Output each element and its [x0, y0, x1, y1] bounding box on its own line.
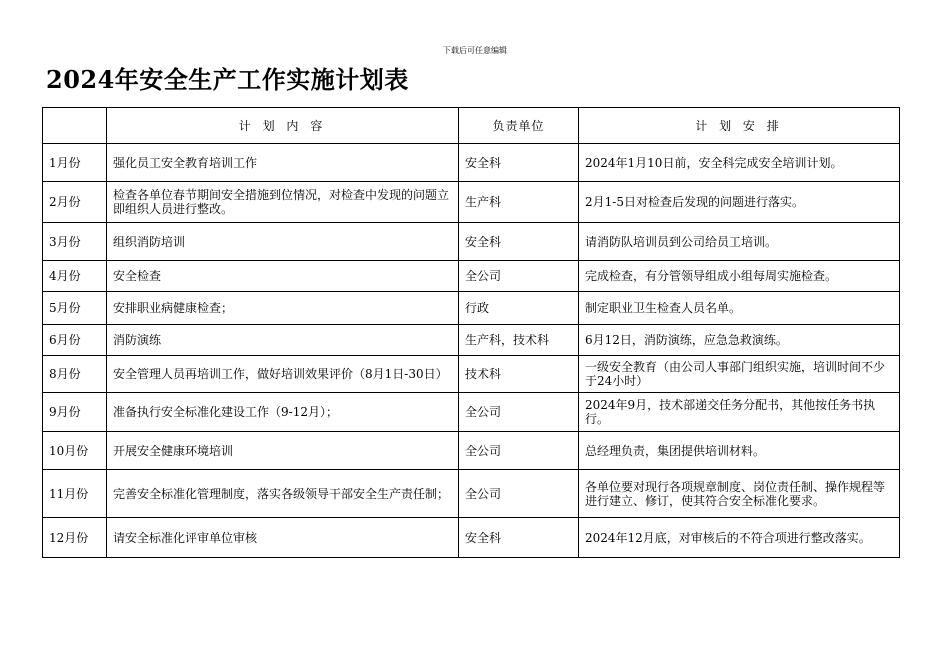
cell-content: 强化员工安全教育培训工作: [107, 144, 459, 182]
cell-unit: 全公司: [459, 261, 579, 292]
cell-content: 请安全标准化评审单位审核: [107, 518, 459, 558]
cell-arrangement: 2月1-5日对检查后发现的问题进行落实。: [579, 182, 900, 223]
cell-unit: 技术科: [459, 356, 579, 393]
table-row: [43, 518, 900, 558]
table-row: [43, 182, 900, 223]
cell-month: 6月份: [43, 325, 107, 356]
cell-unit: 行政: [459, 292, 579, 325]
cell-content: 安排职业病健康检查；: [107, 292, 459, 325]
cell-unit: 全公司: [459, 470, 579, 518]
cell-content: 完善安全标准化管理制度，落实各级领导干部安全生产责任制；: [107, 470, 459, 518]
cell-unit: 安全科: [459, 518, 579, 558]
cell-arrangement: 制定职业卫生检查人员名单。: [579, 292, 900, 325]
cell-content: 安全管理人员再培训工作，做好培训效果评价（8月1日-30日）: [107, 356, 459, 393]
table-row: [43, 261, 900, 292]
cell-content: 准备执行安全标准化建设工作（9-12月）；: [107, 393, 459, 432]
cell-content: 组织消防培训: [107, 223, 459, 261]
cell-unit: 生产科: [459, 182, 579, 223]
cell-content: 安全检查: [107, 261, 459, 292]
table-row: [43, 223, 900, 261]
table-row: [43, 470, 900, 518]
header-month: [43, 108, 107, 144]
cell-arrangement: 2024年9月，技术部递交任务分配书，其他按任务书执行。: [579, 393, 900, 432]
cell-month: 2月份: [43, 182, 107, 223]
table-row: [43, 144, 900, 182]
cell-arrangement: 各单位要对现行各项规章制度、岗位责任制、操作规程等进行建立、修订，使其符合安全标准化要求。: [579, 470, 900, 518]
top-note: 下载后可任意编辑: [443, 46, 507, 55]
table-row: [43, 432, 900, 470]
cell-unit: 安全科: [459, 223, 579, 261]
cell-arrangement: 2024年12月底，对审核后的不符合项进行整改落实。: [579, 518, 900, 558]
header-content: 计 划 内 容: [107, 108, 459, 144]
cell-unit: 安全科: [459, 144, 579, 182]
table-row: [43, 292, 900, 325]
cell-arrangement: 完成检查，有分管领导组成小组每周实施检查。: [579, 261, 900, 292]
header-unit: 负责单位: [459, 108, 579, 144]
page-title: 2024年安全生产工作实施计划表: [46, 65, 409, 94]
cell-month: 12月份: [43, 518, 107, 558]
table-row: [43, 325, 900, 356]
plan-table: [42, 107, 900, 558]
cell-unit: 全公司: [459, 393, 579, 432]
table-row: [43, 393, 900, 432]
cell-arrangement: 总经理负责，集团提供培训材料。: [579, 432, 900, 470]
cell-content: 检查各单位春节期间安全措施到位情况，对检查中发现的问题立即组织人员进行整改。: [107, 182, 459, 223]
cell-content: 开展安全健康环境培训: [107, 432, 459, 470]
cell-unit: 生产科，技术科: [459, 325, 579, 356]
cell-content: 消防演练: [107, 325, 459, 356]
cell-arrangement: 2024年1月10日前，安全科完成安全培训计划。: [579, 144, 900, 182]
cell-month: 11月份: [43, 470, 107, 518]
cell-arrangement: 6月12日，消防演练，应急急救演练。: [579, 325, 900, 356]
header-arrangement: 计 划 安 排: [579, 108, 900, 144]
cell-month: 1月份: [43, 144, 107, 182]
cell-month: 10月份: [43, 432, 107, 470]
cell-month: 3月份: [43, 223, 107, 261]
cell-month: 8月份: [43, 356, 107, 393]
cell-month: 5月份: [43, 292, 107, 325]
cell-unit: 全公司: [459, 432, 579, 470]
cell-arrangement: 一级安全教育（由公司人事部门组织实施，培训时间不少于24小时）: [579, 356, 900, 393]
cell-arrangement: 请消防队培训员到公司给员工培训。: [579, 223, 900, 261]
cell-month: 9月份: [43, 393, 107, 432]
table-header-row: [43, 108, 900, 144]
cell-month: 4月份: [43, 261, 107, 292]
table-row: [43, 356, 900, 393]
